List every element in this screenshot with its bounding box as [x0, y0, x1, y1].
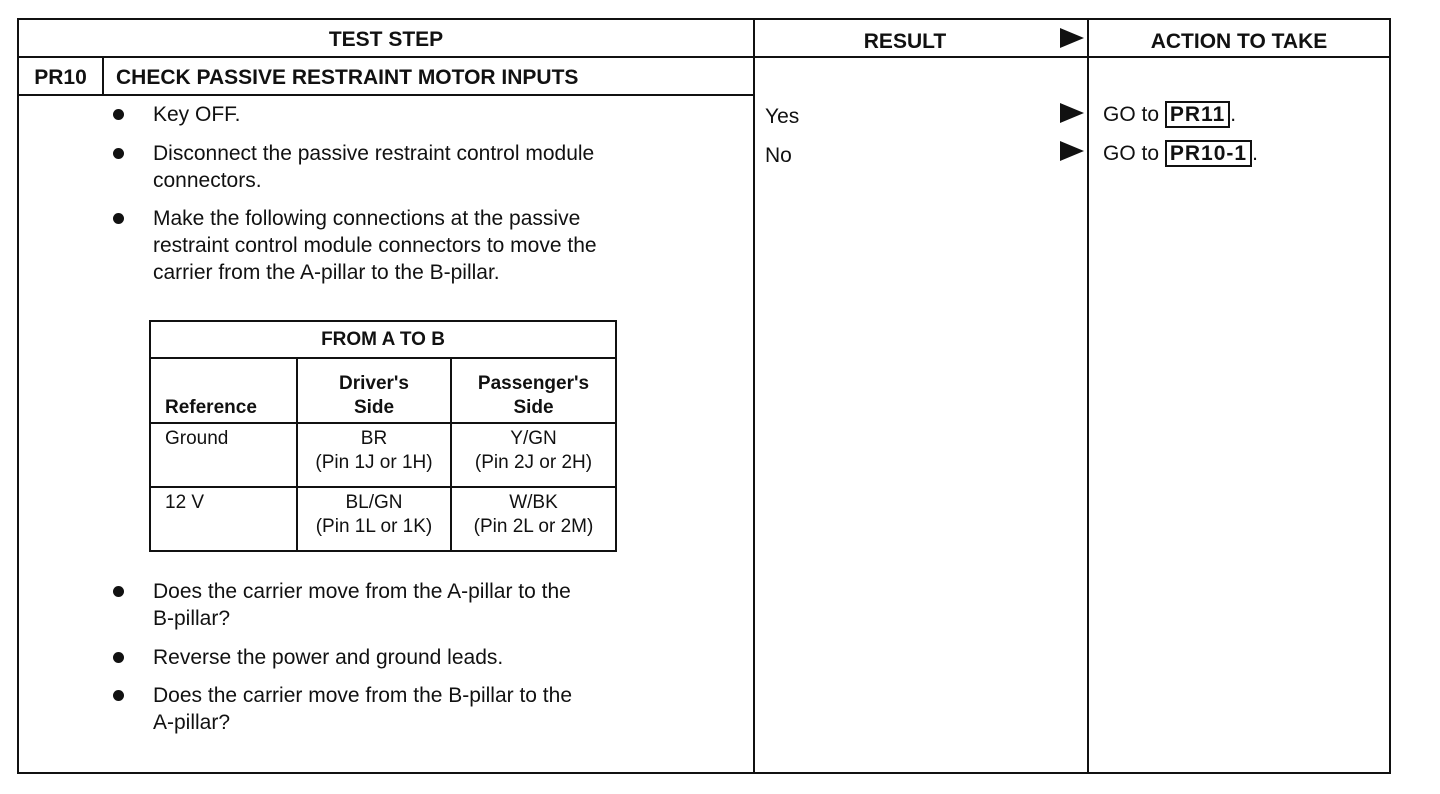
table-cell: Ground [150, 423, 297, 487]
result-no: No [765, 144, 792, 167]
instruction-key-off: Key OFF. [153, 103, 241, 126]
table-cell: BR (Pin 1J or 1H) [297, 423, 451, 487]
step-title-underline [17, 94, 754, 96]
connection-table-title: FROM A TO B [150, 321, 616, 358]
action-prefix: GO to [1103, 142, 1160, 165]
step-id-divider [102, 56, 104, 96]
connection-table [149, 320, 617, 552]
bullet-icon [113, 213, 124, 224]
table-cell: BL/GN (Pin 1L or 1K) [297, 487, 451, 551]
result-column-divider [753, 18, 755, 774]
frame-bottom [17, 772, 1391, 774]
result-yes: Yes [765, 105, 800, 128]
column-header-drivers-side: Driver's Side [297, 358, 451, 423]
step-reference-pr11[interactable]: PR11 [1165, 101, 1230, 128]
header-test-step: TEST STEP [328, 28, 444, 51]
column-header-reference: Reference [150, 358, 297, 423]
step-reference-pr10-1[interactable]: PR10-1 [1165, 140, 1252, 167]
result-arrow-icon [1060, 103, 1084, 123]
column-header-passengers-side: Passenger's Side [451, 358, 616, 423]
frame-right [1389, 18, 1391, 774]
header-arrow-icon [1060, 28, 1084, 48]
bullet-icon [113, 586, 124, 597]
bullet-icon [113, 109, 124, 120]
bullet-icon [113, 148, 124, 159]
header-action: ACTION TO TAKE [1150, 30, 1328, 53]
action-prefix: GO to [1103, 103, 1160, 126]
action-no [1103, 142, 1258, 166]
action-yes [1103, 103, 1236, 127]
bullet-icon [113, 652, 124, 663]
frame-top [17, 18, 1391, 20]
bullet-icon [113, 690, 124, 701]
table-cell: W/BK (Pin 2L or 2M) [451, 487, 616, 551]
step-title: CHECK PASSIVE RESTRAINT MOTOR INPUTS [116, 66, 579, 89]
instruction-make-connections: Make the following connections at the passive restraint control module connectors to move the carrier from the A-pillar to the B-pillar. [153, 207, 597, 284]
instruction-reverse-leads: Reverse the power and ground leads. [153, 646, 504, 669]
table-cell: Y/GN (Pin 2J or 2H) [451, 423, 616, 487]
table-row [150, 423, 616, 487]
header-divider [17, 56, 1391, 58]
action-suffix: . [1230, 103, 1237, 126]
action-suffix: . [1252, 142, 1258, 165]
table-cell: 12 V [150, 487, 297, 551]
question-a-to-b: Does the carrier move from the A-pillar to the B-pillar? [153, 580, 571, 630]
step-id: PR10 [34, 66, 87, 89]
frame-left [17, 18, 19, 774]
question-b-to-a: Does the carrier move from the B-pillar to the A-pillar? [153, 684, 572, 734]
result-arrow-icon [1060, 141, 1084, 161]
table-row [150, 487, 616, 551]
instruction-disconnect: Disconnect the passive restraint control module connectors. [153, 142, 595, 192]
header-result: RESULT [863, 30, 947, 53]
action-column-divider [1087, 18, 1089, 774]
